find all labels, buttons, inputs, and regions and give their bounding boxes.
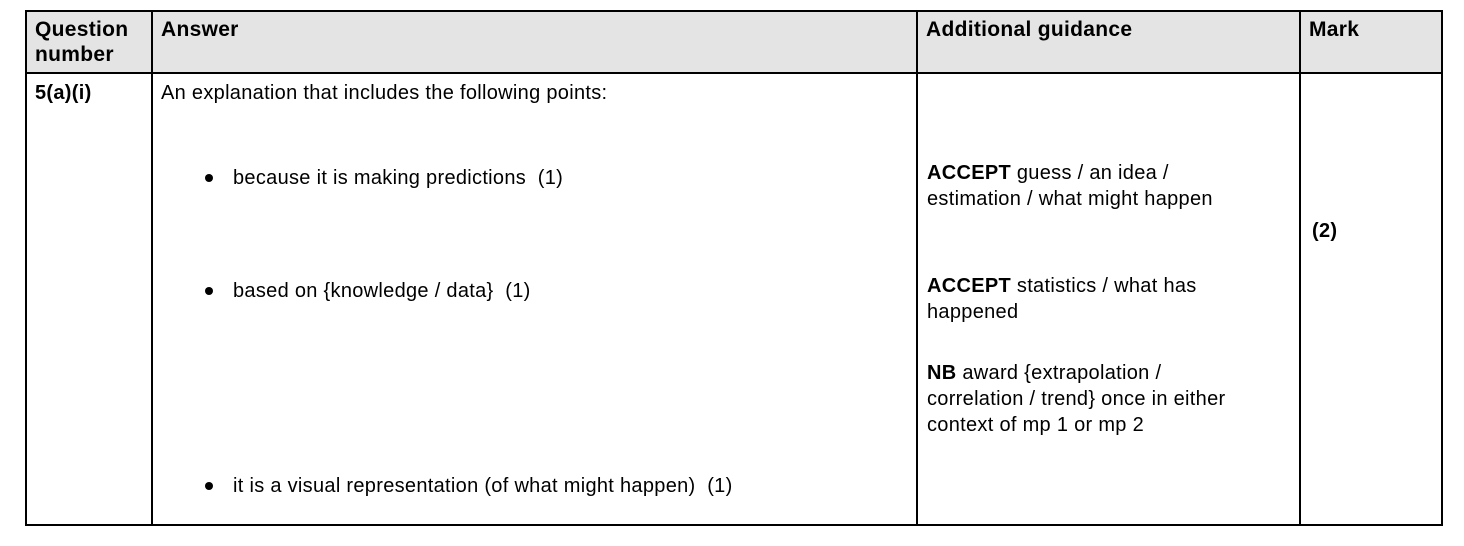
bullet-icon [205,287,213,295]
guidance-cell [917,73,1300,525]
header-answer: Answer [152,11,917,73]
answer-bullet-2-text: based on {knowledge / data} (1) [233,280,531,302]
header-question-number: Question number [26,11,152,73]
question-number-cell: 5(a)(i) [26,73,152,525]
header-mark: Mark [1300,11,1442,73]
answer-bullet-2 [205,278,895,304]
guidance-note-1-text: guess / an idea / estimation / what might happen [927,162,1213,210]
guidance-note-2-lead: ACCEPT [927,275,1012,297]
mark-value: (2) [1312,220,1338,242]
guidance-note-accept-1 [927,160,1232,212]
bullet-icon [205,482,213,490]
guidance-note-1-lead: ACCEPT [927,162,1012,184]
bullet-icon [205,174,213,182]
guidance-note-3-text: award {extrapolation / correlation / trend} once in either context of mp 1 or mp 2 [927,362,1232,436]
header-additional-guidance: Additional guidance [917,11,1300,73]
answer-intro: An explanation that includes the following points: [161,82,608,104]
guidance-note-accept-2 [927,273,1232,325]
mark-scheme-table [25,10,1443,526]
answer-bullet-1 [205,165,895,191]
answer-bullet-3 [205,473,895,499]
guidance-note-3-lead: NB [927,362,957,384]
table-body-row [26,73,1442,525]
table-header-row [26,11,1442,73]
answer-bullet-3-text: it is a visual representation (of what might happen) (1) [233,475,733,497]
answer-bullet-1-text: because it is making predictions (1) [233,167,564,189]
guidance-note-nb [927,360,1232,438]
answer-cell [152,73,917,525]
guidance-note-2-text: statistics / what has happened [927,275,1203,323]
mark-cell [1300,73,1442,525]
